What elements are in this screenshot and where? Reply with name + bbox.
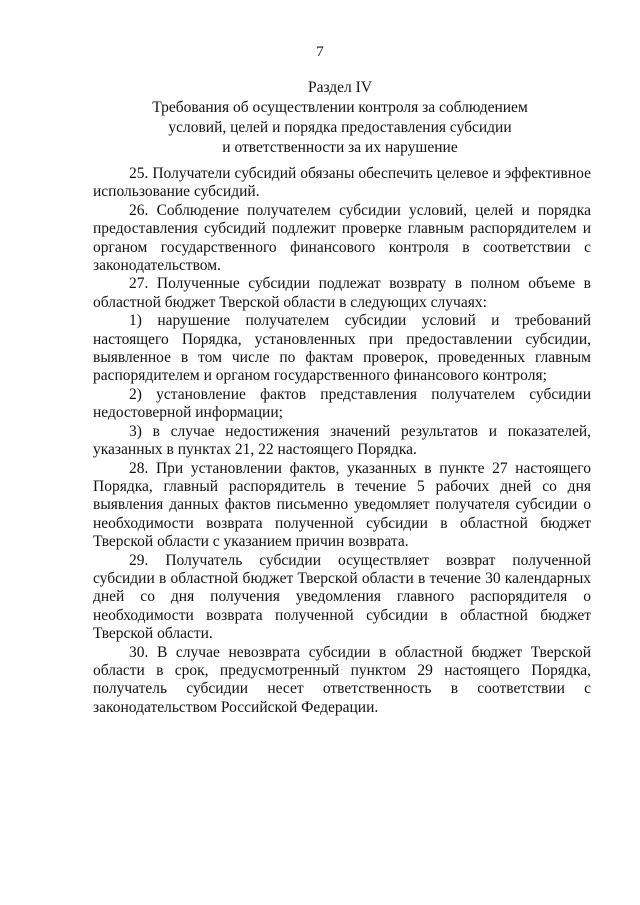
section-title-line: и ответственности за их нарушение xyxy=(222,139,458,156)
section-heading xyxy=(90,78,590,158)
paragraph-30: 30. В случае невозврата субсидии в областной бюджет Тверской области в срок, предусмотренный пунктом 29 настоящего Порядка, получатель субсидии несет ответственность в соответствии с законодательством Российской Федерации. xyxy=(93,643,591,716)
section-label: Раздел IV xyxy=(307,79,373,96)
page-number: 7 xyxy=(316,44,324,60)
paragraph-27-item-3: 3) в случае недостижения значений результатов и показателей, указанных в пунктах 21, 22 настоящего Порядка. xyxy=(93,422,591,459)
paragraph-27: 27. Полученные субсидии подлежат возврату в полном объеме в областной бюджет Тверской области в следующих случаях: xyxy=(93,275,591,311)
document-body xyxy=(93,165,591,717)
paragraph-27-item-1: 1) нарушение получателем субсидии условий и требований настоящего Порядка, установленных при предоставлении субсидии, выявленное в том числе по фактам проверок, проведенных главным распорядителем и органом государственного финансового контроля; xyxy=(93,312,591,385)
paragraph-26: 26. Соблюдение получателем субсидии условий, целей и порядка предоставления субсидий подлежит проверке главным распорядителем и органом государственного финансового контроля в соответствии с законодательством. xyxy=(93,201,591,275)
paragraph-25: 25. Получатели субсидий обязаны обеспечить целевое и эффективное использование субсидий. xyxy=(93,165,591,201)
section-title-line: условий, целей и порядка предоставления субсидии xyxy=(168,119,512,136)
paragraph-28: 28. При установлении фактов, указанных в пункте 27 настоящего Порядка, главный распорядитель в течение 5 рабочих дней со дня выявления данных фактов письменно уведомляет получателя субсидии о необходимости возврата полученной субсидии в областной бюджет Тверской области с указанием причин возврата. xyxy=(93,459,591,551)
paragraph-29: 29. Получатель субсидии осуществляет возврат полученной субсидии в областной бюджет Тверской области в течение 30 календарных дней со дня получения уведомления главного распорядителя о необходимости возврата полученной субсидии в областной бюджет Тверской области. xyxy=(93,551,591,643)
section-title-line: Требования об осуществлении контроля за соблюдением xyxy=(152,99,528,116)
paragraph-27-item-2: 2) установление фактов представления получателем субсидии недостоверной информации; xyxy=(93,385,591,422)
